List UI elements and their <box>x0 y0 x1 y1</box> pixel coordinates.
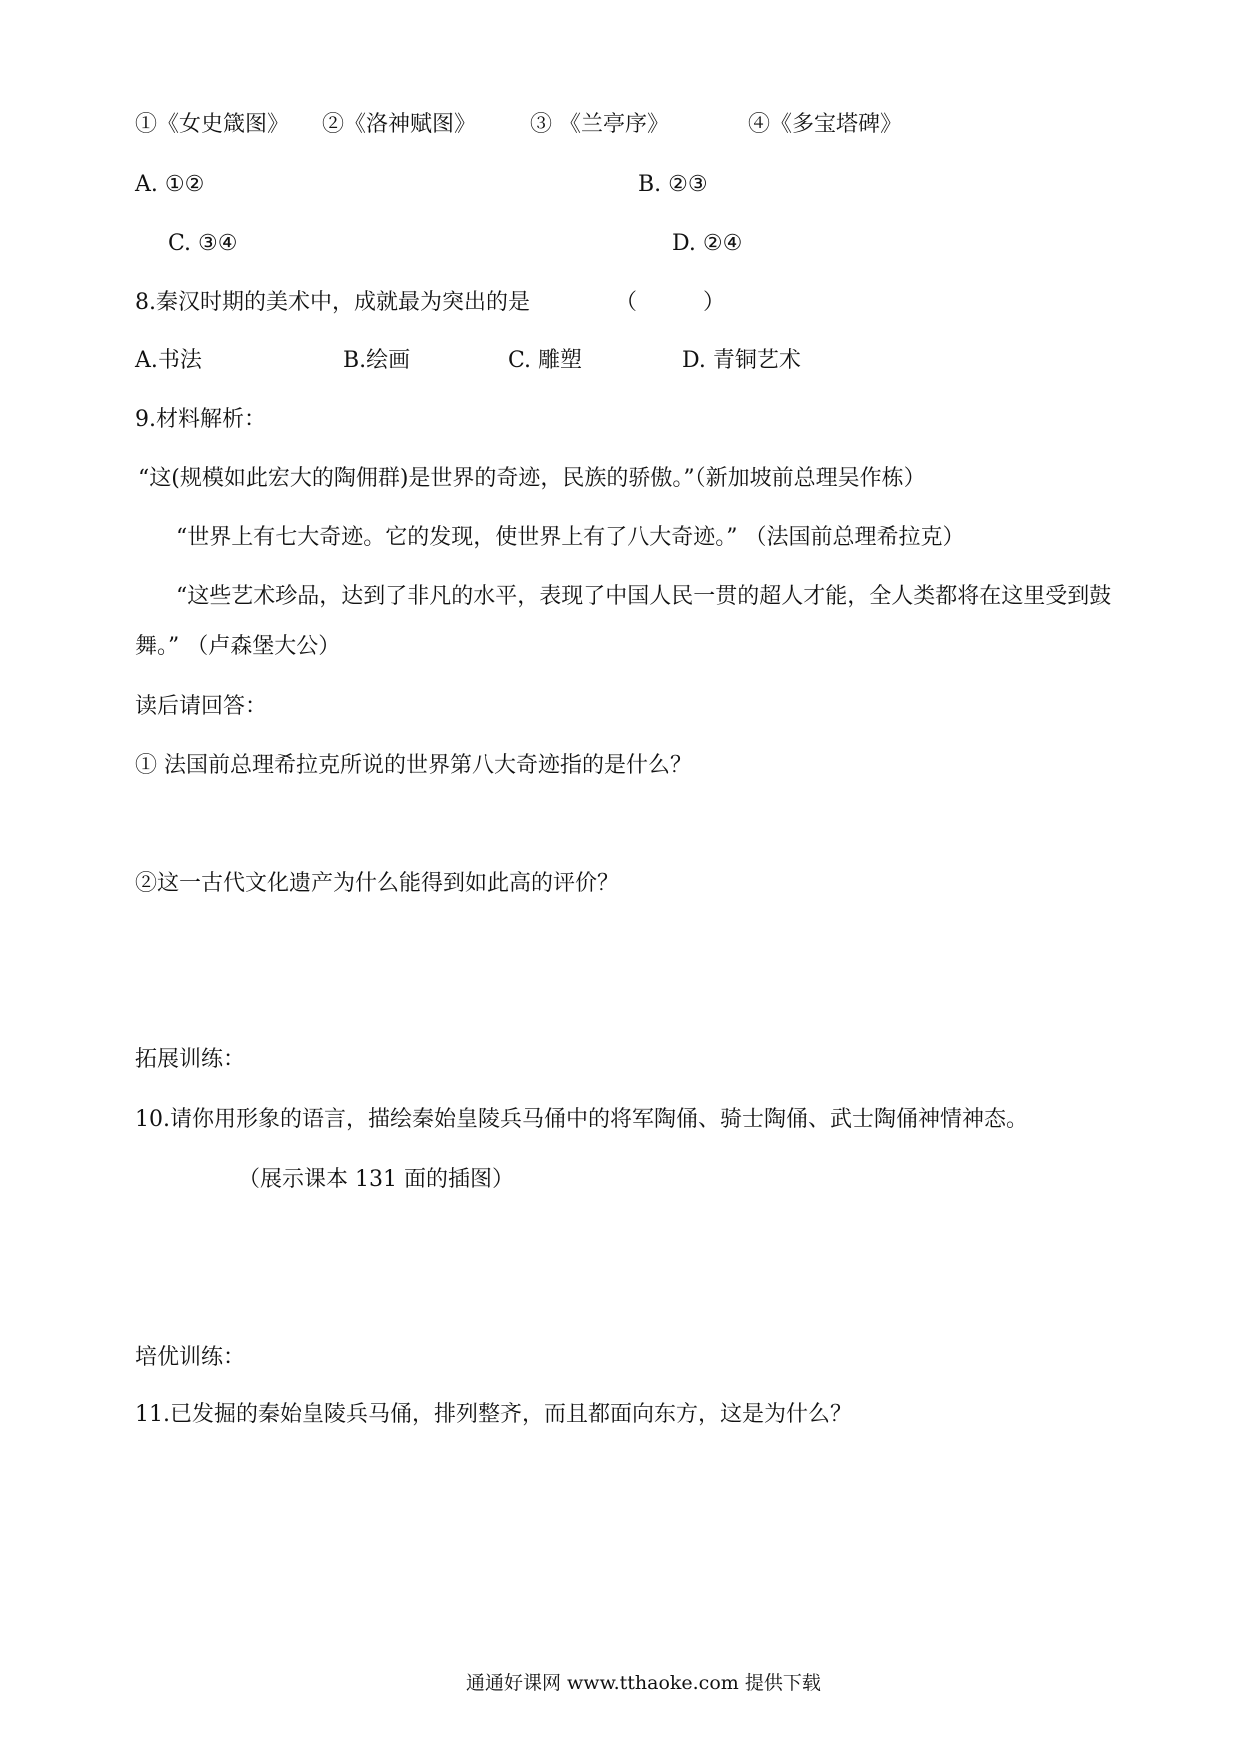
q7-option-d: D. ②④ <box>672 231 743 256</box>
q7-item-2: ②《洛神赋图》 <box>322 112 477 137</box>
q7-option-b: B. ②③ <box>638 172 708 197</box>
q8-answer-blank: （ ） <box>615 290 726 315</box>
q7-option-c: C. ③④ <box>168 231 238 256</box>
q9-quote-2: “世界上有七大奇迹。它的发现，使世界上有了八大奇迹。” （法国前总理希拉克） <box>176 525 965 550</box>
q9-title: 9.材料解析： <box>135 407 266 432</box>
q8-option-c: C. 雕塑 <box>508 348 583 373</box>
q10-stem: 10.请你用形象的语言，描绘秦始皇陵兵马俑中的将军陶俑、骑士陶俑、武士陶俑神情神态。 <box>135 1107 1028 1132</box>
q8-option-d: D. 青铜艺术 <box>682 348 801 373</box>
q7-item-3: ③ 《兰亭序》 <box>530 112 669 137</box>
q9-prompt: 读后请回答： <box>135 694 268 719</box>
q9-quote-1: “这(规模如此宏大的陶佣群)是世界的奇迹，民族的骄傲。”（新加坡前总理吴作栋） <box>138 466 926 491</box>
q7-item-1: ①《女史箴图》 <box>135 112 290 137</box>
q7-item-4: ④《多宝塔碑》 <box>748 112 903 137</box>
q9-subquestion-1: ① 法国前总理希拉克所说的世界第八大奇迹指的是什么？ <box>135 753 692 778</box>
q8-stem: 8.秦汉时期的美术中，成就最为突出的是 <box>135 290 530 315</box>
q9-quote-3-line-2: 舞。” （卢森堡大公） <box>135 634 341 659</box>
q8-option-b: B.绘画 <box>343 348 411 373</box>
q11-stem: 11.已发掘的秦始皇陵兵马俑，排列整齐，而且都面向东方，这是为什么？ <box>135 1402 852 1427</box>
extension-heading: 拓展训练： <box>135 1047 246 1072</box>
q9-subquestion-2: ②这一古代文化遗产为什么能得到如此高的评价？ <box>135 871 620 896</box>
q10-note: （展示课本 131 面的插图） <box>238 1167 514 1192</box>
q9-quote-3-line-1: “这些艺术珍品，达到了非凡的水平，表现了中国人民一贯的超人才能，全人类都将在这里受到鼓 <box>176 584 1112 609</box>
advanced-heading: 培优训练： <box>135 1345 246 1370</box>
q7-option-a: A. ①② <box>135 172 205 197</box>
page-footer: 通通好课网 www.tthaoke.com 提供下载 <box>466 1672 821 1694</box>
q8-option-a: A.书法 <box>135 348 202 373</box>
